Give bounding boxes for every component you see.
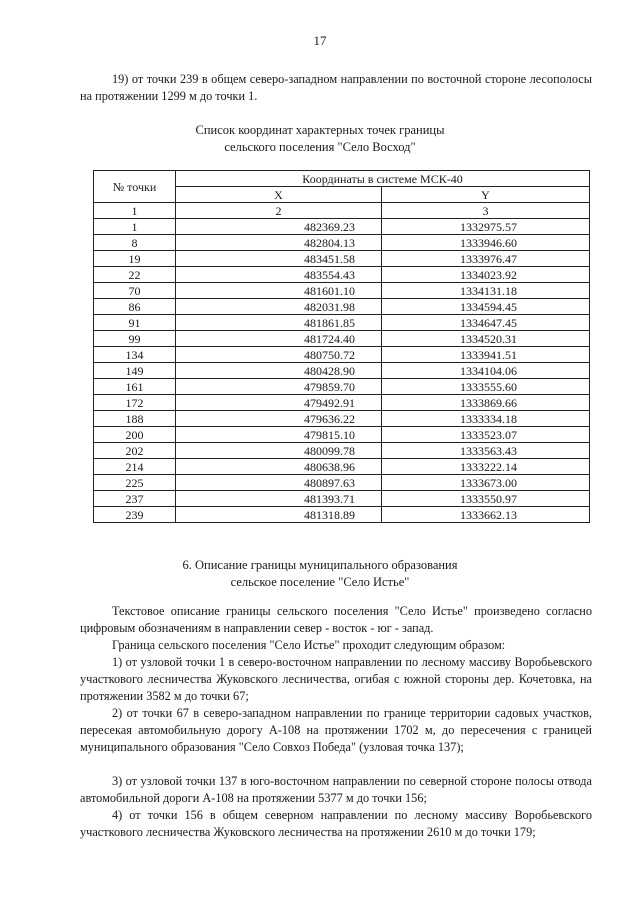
y-coordinate-cell: 1333941.51 [382,347,590,363]
y-coordinate-cell: 1333946.60 [382,235,590,251]
point-number-cell: 70 [94,283,176,299]
index-col-2: 2 [176,203,382,219]
point-number-cell: 8 [94,235,176,251]
x-coordinate-cell: 481393.71 [176,491,382,507]
table-row [94,331,590,347]
table-row [94,395,590,411]
y-coordinate-cell: 1333869.66 [382,395,590,411]
table-row [94,363,590,379]
point-number-cell: 172 [94,395,176,411]
y-coordinate-cell: 1333563.43 [382,443,590,459]
table-title-line-2: сельского поселения "Село Восход" [224,140,416,154]
x-coordinate-cell: 479492.91 [176,395,382,411]
paragraph-boundary-intro [80,637,592,654]
point-number-cell: 1 [94,219,176,235]
header-coordinates: Координаты в системе МСК-40 [176,171,590,187]
header-point-number: № точки [94,171,176,203]
y-coordinate-cell: 1334594.45 [382,299,590,315]
point-number-cell: 202 [94,443,176,459]
paragraph-item-2 [80,705,592,756]
y-coordinate-cell: 1334023.92 [382,267,590,283]
header-y: Y [382,187,590,203]
section-heading-line-1: 6. Описание границы муниципального образования [182,558,458,572]
paragraph-text: Граница сельского поселения "Село Истье" проходит следующим образом: [112,638,506,652]
paragraph-description [80,603,592,637]
table-title-line-1: Список координат характерных точек границы [195,123,445,137]
y-coordinate-cell: 1333550.97 [382,491,590,507]
paragraph-text: 1) от узловой точки 1 в северо-восточном направлении по лесному массиву Воробьевского участкового лесничества Жуковского лесничества, огибая с южной стороны дер. Кочетовка, на протяжении 3582 м до точки 67; [80,655,592,703]
point-number-cell: 99 [94,331,176,347]
point-number-cell: 149 [94,363,176,379]
y-coordinate-cell: 1333555.60 [382,379,590,395]
paragraph-item-3 [80,773,592,807]
x-coordinate-cell: 480099.78 [176,443,382,459]
point-number-cell: 86 [94,299,176,315]
point-number-cell: 134 [94,347,176,363]
point-number-cell: 214 [94,459,176,475]
x-coordinate-cell: 482031.98 [176,299,382,315]
paragraph-text: 2) от точки 67 в северо-западном направлении по границе территории садовых участков, пересекая автомобильную дорогу А-108 на протяжении 1702 м, до пересечения с границей муниципального образования "Село Совхоз Победа" (узловая точка 137); [80,706,592,754]
table-row [94,219,590,235]
table-row [94,283,590,299]
paragraph-text: Текстовое описание границы сельского поселения "Село Истье" произведено согласно цифровым обозначениям в направлении север - восток - юг - запад. [80,604,592,635]
x-coordinate-cell: 479859.70 [176,379,382,395]
paragraph-text: 3) от узловой точки 137 в юго-восточном направлении по северной стороне полосы отвода автомобильной дороги А-108 на протяжении 5377 м до точки 156; [80,774,592,805]
x-coordinate-cell: 480638.96 [176,459,382,475]
point-number-cell: 91 [94,315,176,331]
header-x: X [176,187,382,203]
table-row [94,299,590,315]
table-row [94,315,590,331]
intro-text: 19) от точки 239 в общем северо-западном направлении по восточной стороне лесополосы на протяжении 1299 м до точки 1. [80,72,592,103]
y-coordinate-cell: 1334104.06 [382,363,590,379]
point-number-cell: 22 [94,267,176,283]
x-coordinate-cell: 479636.22 [176,411,382,427]
section-heading-line-2: сельское поселение "Село Истье" [230,575,410,589]
y-coordinate-cell: 1334647.45 [382,315,590,331]
table-row [94,475,590,491]
point-number-cell: 161 [94,379,176,395]
y-coordinate-cell: 1333222.14 [382,459,590,475]
x-coordinate-cell: 483451.58 [176,251,382,267]
y-coordinate-cell: 1333334.18 [382,411,590,427]
table-row [94,491,590,507]
point-number-cell: 200 [94,427,176,443]
point-number-cell: 225 [94,475,176,491]
coordinates-table [93,170,590,523]
x-coordinate-cell: 481861.85 [176,315,382,331]
y-coordinate-cell: 1334131.18 [382,283,590,299]
table-row [94,267,590,283]
point-number-cell: 19 [94,251,176,267]
point-number-cell: 188 [94,411,176,427]
y-coordinate-cell: 1333523.07 [382,427,590,443]
page-number: 17 [313,33,327,48]
x-coordinate-cell: 482369.23 [176,219,382,235]
y-coordinate-cell: 1334520.31 [382,331,590,347]
y-coordinate-cell: 1333976.47 [382,251,590,267]
table-row [94,235,590,251]
index-col-1: 1 [94,203,176,219]
paragraph-item-4 [80,807,592,841]
x-coordinate-cell: 481318.89 [176,507,382,523]
point-number-cell: 237 [94,491,176,507]
point-number-cell: 239 [94,507,176,523]
intro-paragraph [80,71,592,105]
table-row [94,347,590,363]
x-coordinate-cell: 481601.10 [176,283,382,299]
x-coordinate-cell: 481724.40 [176,331,382,347]
x-coordinate-cell: 480750.72 [176,347,382,363]
y-coordinate-cell: 1333673.00 [382,475,590,491]
x-coordinate-cell: 480897.63 [176,475,382,491]
x-coordinate-cell: 479815.10 [176,427,382,443]
table-row [94,459,590,475]
y-coordinate-cell: 1332975.57 [382,219,590,235]
paragraph-text: 4) от точки 156 в общем северном направлении по лесному массиву Воробьевского участкового лесничества Жуковского лесничества на протяжении 2610 м до точки 179; [80,808,592,839]
table-row [94,443,590,459]
table-row [94,411,590,427]
x-coordinate-cell: 480428.90 [176,363,382,379]
x-coordinate-cell: 482804.13 [176,235,382,251]
x-coordinate-cell: 483554.43 [176,267,382,283]
table-row [94,379,590,395]
table-row [94,251,590,267]
table-row [94,507,590,523]
index-col-3: 3 [382,203,590,219]
paragraph-item-1 [80,654,592,705]
table-row [94,427,590,443]
y-coordinate-cell: 1333662.13 [382,507,590,523]
